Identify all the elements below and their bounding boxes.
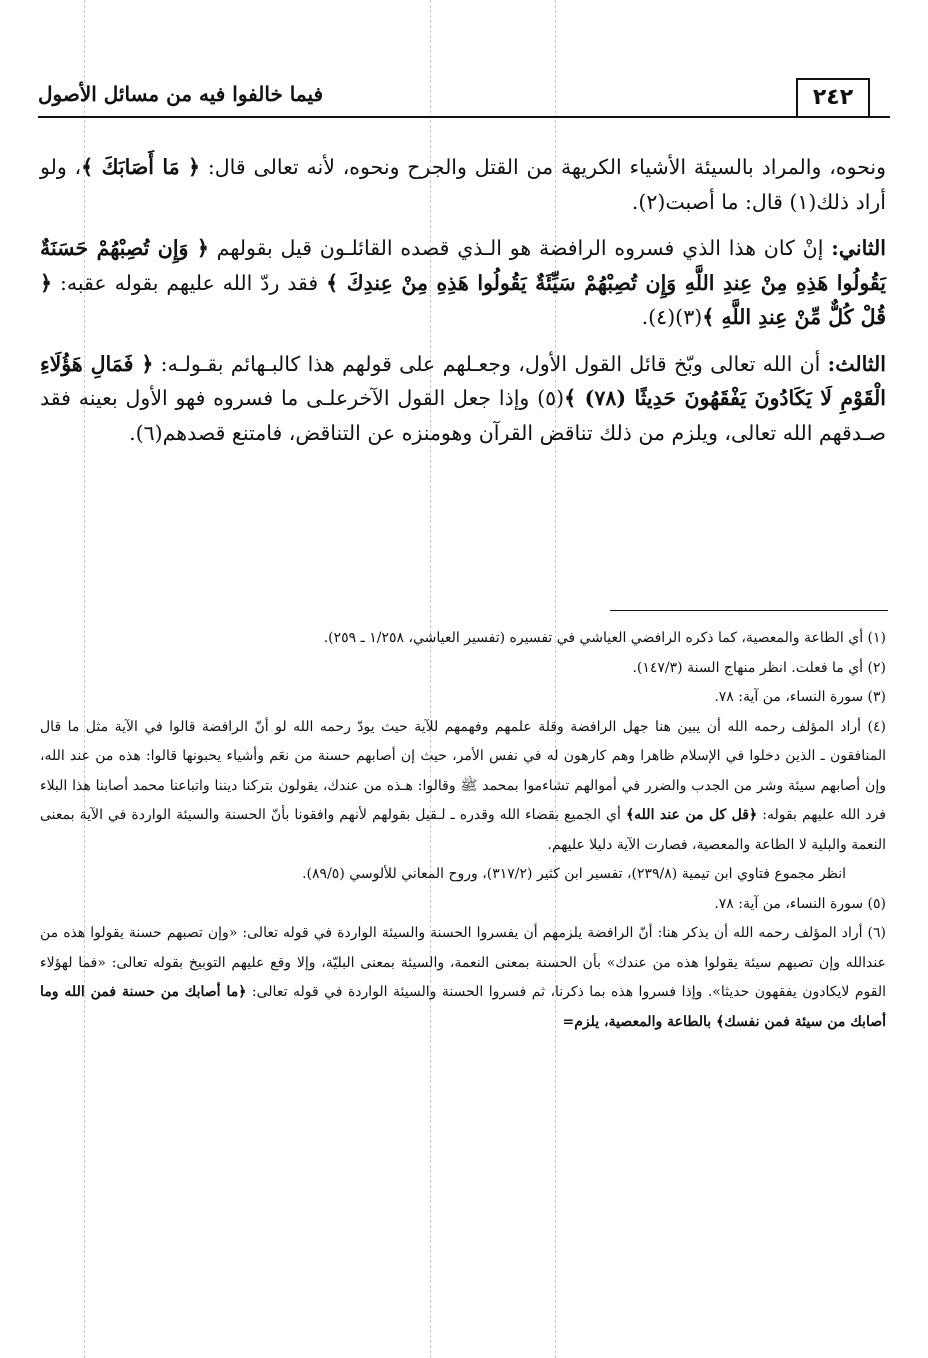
footnote-6 (40, 919, 886, 1037)
paragraph-text: (٥) وإذا جعل القول الآخرعلـى ما فسروه فهو الأول بعينه فقد صـدقهم الله تعالى، ويلزم من ذلك تناقض القرآن وهومنزه عن التناقض، فامتنع قصدهم(٦). (40, 386, 886, 445)
footnote-quote: ﴿قل كل من عند الله﴾ (625, 807, 758, 823)
footnote-quote: ﴿ما أصابك من حسنة فمن الله وما أصابك من سيئة فمن نفسك﴾ بالطاعة والمعصية، يلزم= (40, 984, 886, 1030)
footnote-text: أي الجميع بقضاء الله وقدره ـ لـقيل بقولهم لأنهم وافقونا بأنّ الحسنة والسيئة الواردة في الآية بمعنى النعمة والبلية لا الطاعة والمعصية، فصارت الآية دليلا عليهم. (40, 807, 886, 853)
footnote-5: (٥) سورة النساء، من آية: ٧٨. (714, 895, 886, 912)
paragraph-3 (40, 347, 886, 451)
footnote-2: (٢) أي ما فعلت. انظر منهاج السنة (١٤٧/٣). (632, 659, 886, 676)
footnote-4 (40, 713, 886, 861)
running-title: فيما خالفوا فيه من مسائل الأصول (38, 82, 324, 106)
quran-quote: ﴿ قُلْ كُلٌّ مِّنْ عِندِ اللَّهِ ﴾ (40, 270, 886, 329)
paragraph-text: فقد ردّ الله عليهم بقوله عقبه: (52, 270, 327, 295)
page-number: ٢٤٢ (796, 78, 870, 116)
footnote-3: (٣) سورة النساء، من آية: ٧٨. (714, 689, 886, 705)
footnote-4-references: انظر مجموع فتاوي ابن تيمية (٢٣٩/٨)، تفسير ابن كثير (٣١٧/٢)، وروح المعاني للألوسي (٨٩/٥). (302, 866, 846, 882)
main-text (40, 150, 886, 450)
paragraph-text: ونحوه، والمراد بالسيئة الأشياء الكريهة من القتل والجرح ونحوه، لأنه تعالى قال: (200, 155, 886, 179)
paragraph-lead: الثالث: (827, 351, 886, 376)
paragraph-1 (40, 150, 886, 219)
footnotes (40, 624, 886, 1037)
footnote-text: (٤) أراد المؤلف رحمه الله أن يبين هنا جهل الرافضة وقلة علمهم وفهمهم للآية حيث يودّ رحمه الله لو أنّ الرافضة قالوا في الآية مثل ما قال المنافقون ـ الذين دخلوا في الإسلام ظاهرا وهم كارهون له في نفس الأمر، حيث إن أصابهم حسنة من نعَم وأشياء يحبونها قالوا: هذه من عند الله، وإن أصابهم سيئة وشر من الجدب والضرر في أموالهم تشاءموا بمحمد ﷺ وقالوا: هـذه من عندك، يقولون بتركنا ديننا واتباعنا محمد أصابنا هذا البلاء فرد الله عليهم بقوله: (40, 718, 887, 823)
footnote-separator (610, 610, 888, 611)
paragraph-lead: الثاني: (831, 236, 886, 260)
footnote-1: (١) أي الطاعة والمعصية، كما ذكره الرافضي العياشي في تفسيره (تفسير العياشي، ١/٢٥٨ ـ ٢٥٩). (323, 630, 886, 646)
quran-quote: ﴿ وَإِن تُصِبْهُمْ حَسَنَةٌ يَقُولُوا هَذِهِ مِنْ عِندِ اللَّهِ وَإِن تُصِبْهُمْ سَيِّئَةٌ يَقُولُوا هَذِهِ مِنْ عِندِكَ ﴾ (40, 236, 886, 295)
paragraph-text: (٣)(٤). (641, 305, 703, 329)
page-header (38, 76, 890, 118)
paragraph-text: أن الله تعالى وبّخ قائل القول الأول، وجعـلهم على قولهم هذا كالبـهائم بقـولـه: (153, 351, 828, 376)
quran-quote: ﴿ مَا أَصَابَكَ ﴾ (81, 155, 201, 179)
quran-quote: ﴿ فَمَالِ هَؤُلَاءِ الْقَوْمِ لَا يَكَادُونَ يَفْقَهُونَ حَدِيثًا (٧٨) ﴾ (40, 351, 886, 410)
footnote-text: (٦) أراد المؤلف رحمه الله أن يذكر هنا: أنّ الرافضة يلزمهم أن يفسروا الحسنة والسيئة الواردة في قوله تعالى: «وإن تصبهم حسنة يقولوا هذه من عندالله وإن تصبهم سيئة يقولوا هذه من عندك» بأن الحسنة بمعنى النعمة، والسيئة بمعنى البليّة، وإلا وقع عليهم التوبيخ بقوله تعالى: «فما لهؤلاء القوم لايكادون يفقهون حديثا». وإذا فسروا هذه بما ذكرنا، ثم فسروا الحسنة والسيئة الواردة في قوله تعالى: (40, 925, 886, 1000)
paragraph-text: ، ولو أراد ذلك(١) قال: ما أصبت(٢). (40, 155, 886, 214)
paragraph-text: إنْ كان هذا الذي فسروه الرافضة هو الـذي قصده القائلـون قيل بقولهم (208, 236, 832, 260)
paragraph-2 (40, 231, 886, 335)
